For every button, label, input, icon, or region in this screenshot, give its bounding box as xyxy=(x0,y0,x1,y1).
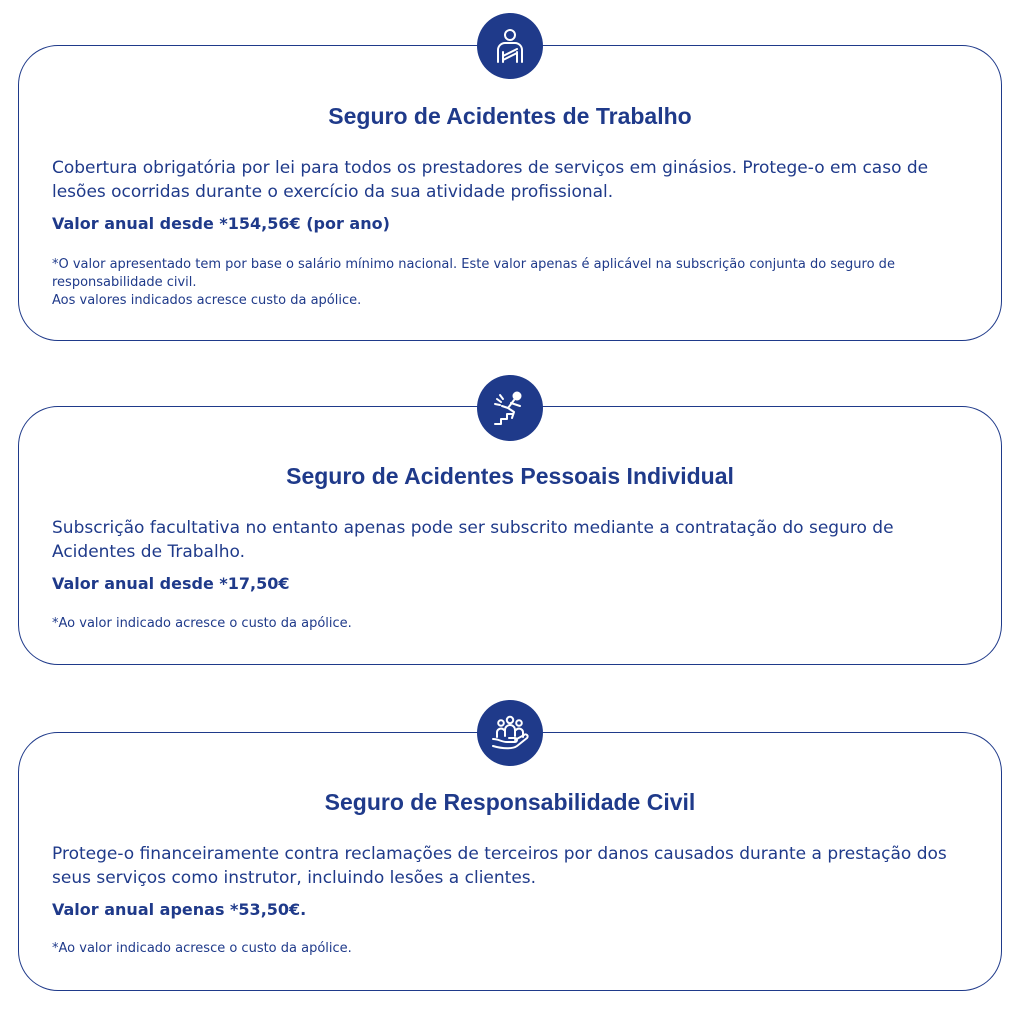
card-note xyxy=(52,256,982,310)
card-price: Valor anual apenas *53,50€. xyxy=(52,900,307,919)
card-title: Seguro de Responsabilidade Civil xyxy=(324,789,696,815)
card-civil-liability-insurance xyxy=(18,732,1002,991)
card-price: Valor anual desde *17,50€ xyxy=(52,574,290,593)
card-note-line: Aos valores indicados acresce custo da apólice. xyxy=(52,293,362,308)
card-note-line: *Ao valor indicado acresce o custo da apólice. xyxy=(52,941,352,956)
card-title: Seguro de Acidentes Pessoais Individual xyxy=(286,463,734,489)
card-description: Protege-o financeiramente contra reclamações de terceiros por danos causados durante a prestação dos seus serviços como instrutor, incluindo lesões a clientes. xyxy=(52,844,947,888)
card-description: Subscrição facultativa no entanto apenas pode ser subscrito mediante a contratação do seguro de Acidentes de Trabalho. xyxy=(52,518,894,562)
card-price: Valor anual desde *154,56€ (por ano) xyxy=(52,214,390,233)
card-note-line: *O valor apresentado tem por base o salário mínimo nacional. Este valor apenas é aplicável na subscrição conjunta do seguro de responsabilidade civil. xyxy=(52,257,895,290)
card-note-line: *Ao valor indicado acresce o custo da apólice. xyxy=(52,616,352,631)
card-note xyxy=(52,615,982,633)
falling-person-icon xyxy=(477,375,543,441)
injured-worker-icon xyxy=(477,13,543,79)
card-personal-accident-insurance xyxy=(18,406,1002,665)
card-description: Cobertura obrigatória por lei para todos os prestadores de serviços em ginásios. Protege-o em caso de lesões ocorridas durante o exercício da sua atividade profissional. xyxy=(52,158,929,202)
card-note xyxy=(52,940,982,958)
card-title: Seguro de Acidentes de Trabalho xyxy=(328,103,692,129)
people-in-hand-icon xyxy=(477,700,543,766)
card-work-accident-insurance xyxy=(18,45,1002,341)
